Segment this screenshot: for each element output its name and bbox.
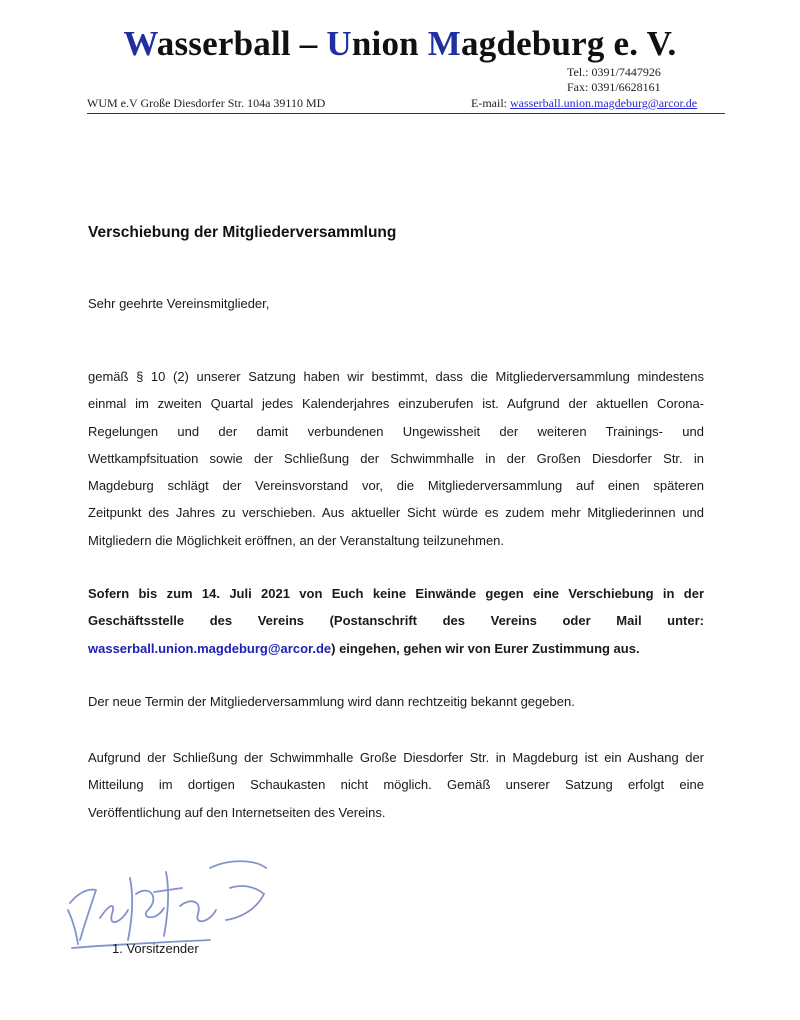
paragraph-1-line: Magdeburg schlägt der Vereinsvorstand vor, die Mitgliederversammlung auf einen späteren [88,478,704,494]
body-email-link[interactable]: wasserball.union.magdeburg@arcor.de [88,640,332,656]
paragraph-1-line: Wettkampfsituation sowie der Schließung der Schwimmhalle in der Großen Diesdorfer Str. in [88,450,704,466]
signature-role: 1. Vorsitzender [112,941,199,956]
contact-phone: Tel.: 0391/7447926 [567,65,661,79]
paragraph-4 [88,744,704,826]
paragraph-2-line: Sofern bis zum 14. Juli 2021 von Euch keine Einwände gegen eine Verschiebung in der [88,586,704,601]
letter-subject: Verschiebung der Mitgliederversammlung [88,224,397,241]
letter-greeting: Sehr geehrte Vereinsmitglieder, [88,296,270,311]
header-email-link[interactable]: wasserball.union.magdeburg@arcor.de [510,96,698,110]
header-email: E-mail: wasserball.union.magdeburg@arcor.de [471,96,698,110]
paragraph-3: Der neue Termin der Mitgliederversammlung wird dann rechtzeitig bekannt gegeben. [88,694,575,709]
paragraph-1-line: Regelungen und der damit verbundenen Ungewissheit der weiteren Trainings- und [88,423,704,439]
paragraph-1 [88,363,704,554]
paragraph-4-line: Mitteilung im dortigen Schaukasten nicht möglich. Gemäß unserer Satzung erfolgt eine [88,777,704,793]
address-line [87,96,725,114]
paragraph-2-deadline [88,580,704,662]
paragraph-1-line: Mitgliedern die Möglichkeit eröffnen, an der Veranstaltung teilzunehmen. [88,532,505,548]
paragraph-1-line: einmal im zweiten Quartal jedes Kalenderjahres einzuberufen ist. Aufgrund der aktuellen Corona- [88,396,704,412]
paragraph-2-line: Geschäftsstelle des Vereins (Postanschrift des Vereins oder Mail unter: [88,613,704,629]
address-text: WUM e.V Große Diesdorfer Str. 104a 39110 MD [87,96,326,110]
paragraph-1-line: gemäß § 10 (2) unserer Satzung haben wir bestimmt, dass die Mitgliederversammlung mindestens [88,369,704,384]
paragraph-1-line: Zeitpunkt des Jahres zu verschieben. Aus aktueller Sicht würde es zudem mehr Mitgliederinnen und [88,505,704,521]
paragraph-4-line: Veröffentlichung auf den Internetseiten des Vereins. [88,804,386,820]
paragraph-2-line: wasserball.union.magdeburg@arcor.de) eingehen, gehen wir von Eurer Zustimmung aus. [88,640,640,656]
paragraph-4-line: Aufgrund der Schließung der Schwimmhalle Große Diesdorfer Str. in Magdeburg ist ein Aushang der [88,750,704,765]
letterhead-title: Wasserball – Union Magdeburg e. V. [123,24,677,63]
contact-fax: Fax: 0391/6628161 [567,80,661,94]
